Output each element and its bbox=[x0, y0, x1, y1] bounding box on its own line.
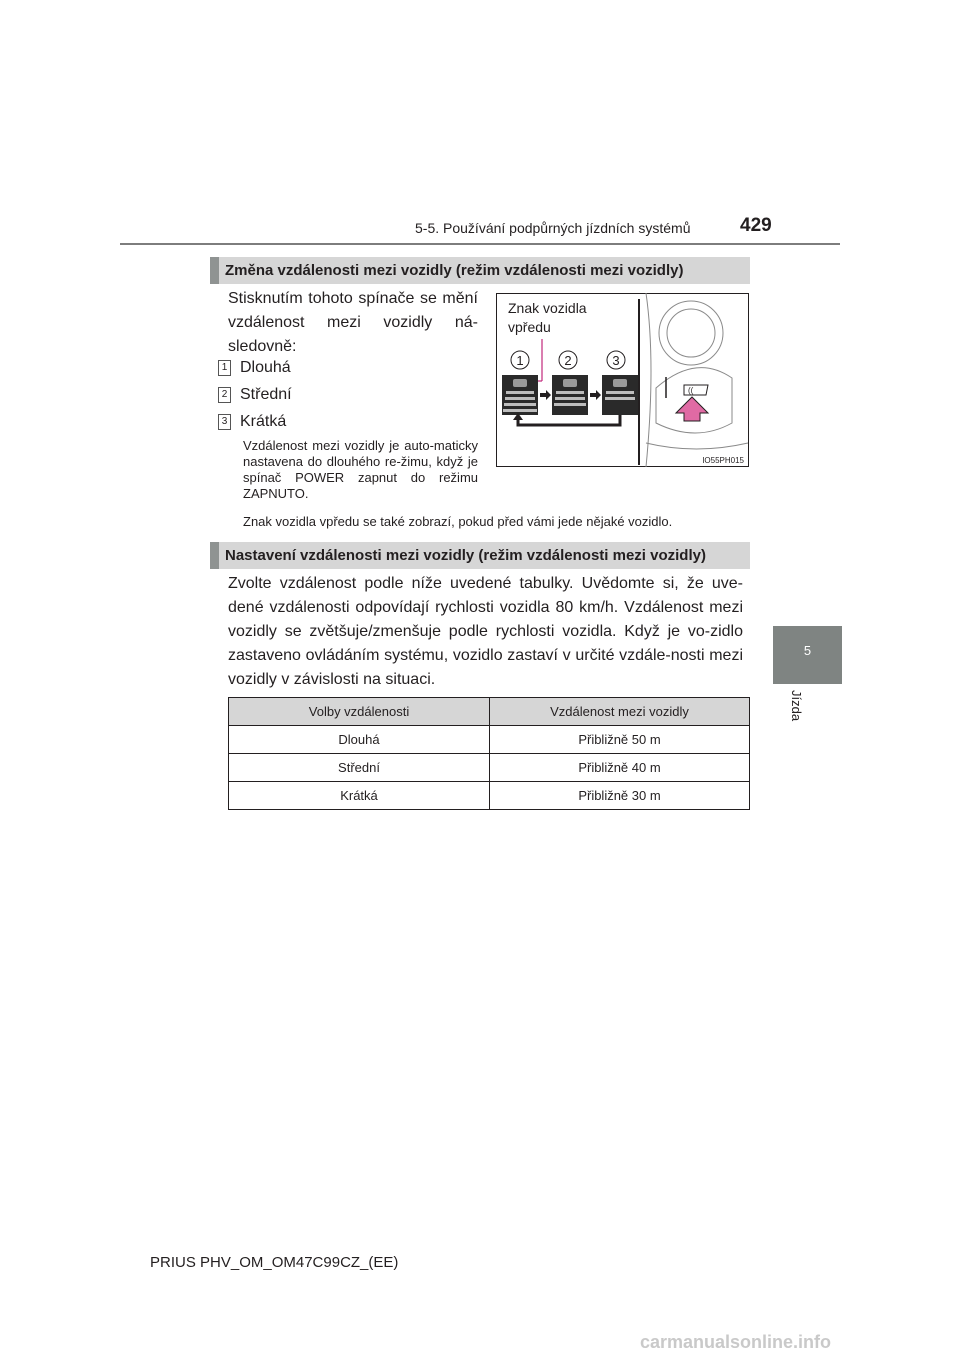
table-row bbox=[229, 754, 750, 782]
table-cell: Přibližně 40 m bbox=[490, 754, 750, 782]
running-header-title: 5-5. Používání podpůrných jízdních systémů bbox=[415, 220, 691, 236]
table-header-cell: Volby vzdálenosti bbox=[229, 698, 490, 726]
distance-table bbox=[228, 697, 750, 810]
list-item-label: Dlouhá bbox=[240, 359, 291, 376]
svg-text:1: 1 bbox=[516, 353, 524, 368]
display-short bbox=[602, 375, 638, 415]
table-cell: Přibližně 50 m bbox=[490, 726, 750, 754]
table-cell: Střední bbox=[229, 754, 490, 782]
svg-text:3: 3 bbox=[612, 353, 620, 368]
watermark: carmanualsonline.info bbox=[640, 1332, 832, 1352]
table-cell: Přibližně 30 m bbox=[490, 782, 750, 810]
svg-text:((: (( bbox=[688, 386, 694, 395]
display-long bbox=[502, 375, 538, 415]
list-item-label: Krátká bbox=[240, 413, 287, 430]
distance-switch-illustration bbox=[496, 293, 749, 467]
section1-intro: Stisknutím tohoto spínače se mění vzdálenost mezi vozidly ná-sledovně: bbox=[228, 290, 478, 355]
table-cell: Dlouhá bbox=[229, 726, 490, 754]
item-number-badge: 2 bbox=[218, 387, 231, 403]
table-cell: Krátká bbox=[229, 782, 490, 810]
section2-heading: Nastavení vzdálenosti mezi vozidly (režim vzdálenosti mezi vozidly) bbox=[210, 542, 750, 569]
table-row bbox=[229, 782, 750, 810]
list-item bbox=[218, 412, 286, 432]
document-id: PRIUS PHV_OM_OM47C99CZ_(EE) bbox=[150, 1254, 399, 1271]
table-header-row bbox=[229, 698, 750, 726]
item-number-badge: 3 bbox=[218, 414, 231, 430]
svg-text:2: 2 bbox=[564, 353, 572, 368]
chapter-tab-number: 5 bbox=[803, 643, 812, 658]
callout-label-line1: Znak vozidla bbox=[508, 300, 587, 316]
section2-paragraph: Zvolte vzdálenost podle níže uvedené tabulky. Uvědomte si, že uve-dené vzdálenosti odpovídají rychlosti vozidla 80 km/h. Vzdálenost mezi vozidly se zvětšuje/zmenšuje podle rychlosti vozidla. Když je vo-zidlo zastaveno ovládáním systému, vozidlo zastaví v určité vzdále-nosti mezi vozidly v závislosti na situaci. bbox=[228, 575, 743, 688]
section1-note: Vzdálenost mezi vozidly je auto-maticky nastavena do dlouhého re-žimu, když je spínač POWER zapnut do režimu ZAPNUTO. bbox=[243, 438, 478, 501]
section1-heading: Změna vzdálenosti mezi vozidly (režim vzdálenosti mezi vozidly) bbox=[210, 257, 750, 284]
list-item-label: Střední bbox=[240, 386, 292, 403]
list-item bbox=[218, 358, 291, 378]
page-number: 429 bbox=[740, 215, 772, 236]
header-divider bbox=[120, 243, 840, 245]
section1-note-2: Znak vozidla vpředu se také zobrazí, pokud před vámi jede nějaké vozidlo. bbox=[243, 514, 673, 529]
figure-code: IO55PH015 bbox=[702, 456, 744, 465]
item-number-badge: 1 bbox=[218, 360, 231, 376]
chapter-tab-label: Jízda bbox=[789, 690, 804, 722]
callout-label-line2: vpředu bbox=[508, 319, 551, 335]
list-item bbox=[218, 385, 292, 405]
table-header-cell: Vzdálenost mezi vozidly bbox=[490, 698, 750, 726]
display-middle bbox=[552, 375, 588, 415]
table-row bbox=[229, 726, 750, 754]
